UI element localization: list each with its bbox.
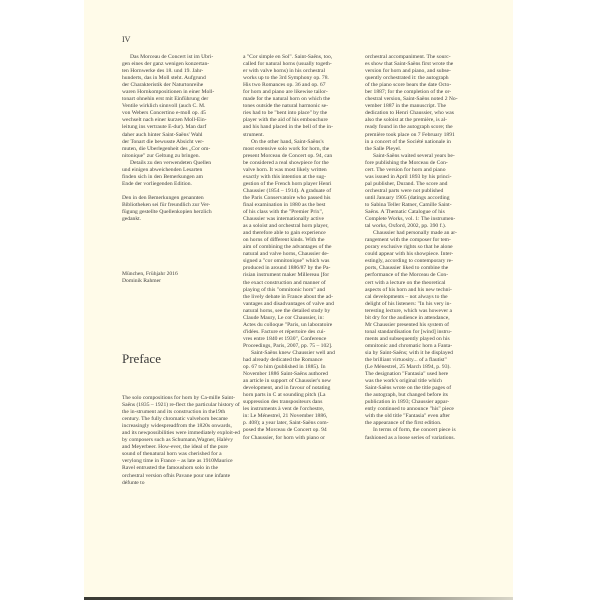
text-line: delight of his listeners: "In his very in- [365, 300, 452, 307]
text-line: the autograph, but changed before its [365, 392, 448, 399]
text-line: the Paris Conservatoire who passed his [243, 194, 331, 201]
text-line: Saint-Saëns wrote on the title pages of [365, 385, 452, 392]
text-line: present Morceau de Concert op. 94, can [243, 152, 333, 159]
text-line: until January 1905 (datings according [365, 194, 450, 201]
text-line: hunderts, das in Moll steht. Aufgrund [122, 75, 206, 82]
text-line: wechselt nach einer kurzen Moll-Ein- [122, 117, 207, 124]
text-line: finden sich in den Bemerkungen am [122, 173, 203, 180]
text-line: der Charakteristik der Naturtonreihe [122, 82, 204, 89]
text-line: version for horn and piano, and subse- [365, 68, 451, 75]
text-line: as a soloist and orchestral horn player, [243, 223, 329, 230]
text-line: ed by composers such as Schumann, [122, 430, 240, 444]
text-line: cert. The version for horn and piano [365, 166, 446, 173]
text-line: vember 1887 in the manuscript. The [365, 103, 446, 110]
text-line: strument and its construction in the [136, 409, 216, 416]
text-line: von Webers Concertino e-moll op. 45 [122, 110, 206, 117]
text-line: performance of the Morceau de Con- [365, 272, 449, 279]
text-line: natural horns, see the detailed study by [243, 307, 331, 314]
text-line: in: Le Ménestrel, 21 November 1886, [243, 413, 328, 420]
text-line: orchestral parts were not published [365, 187, 444, 194]
text-line: works up to the 3rd Symphony op. 78. [243, 75, 329, 82]
text-line: aspects of his horn and his new techni- [365, 286, 452, 293]
signature-author: Dominik Rahmer [122, 278, 161, 285]
text-line: horn solo in the orchestral version of [122, 465, 219, 479]
text-line: Maurice Ravel entrusted the famous [122, 458, 233, 472]
text-line: ber 1887; for the completion of the or- [365, 89, 452, 96]
text-line: ments and subsequently played on his [365, 335, 450, 342]
text-line: his Pavane pour une infante défunte to [122, 472, 231, 486]
text-line: Ventile wirklich sinnvoll (auch C. M. [122, 103, 206, 110]
text-line: long time in France – as late as 1910 [131, 458, 214, 465]
text-line: cert with a lecture on the theoretical [365, 279, 446, 286]
text-line: valve horn. It was most likely written [243, 166, 327, 173]
text-line: und einigen abweichenden Lesarten [122, 166, 203, 173]
text-line: signed a "cor omnitonique" which was [243, 258, 330, 265]
text-line: gen eines der ganz wenigen konzertan- [122, 61, 210, 68]
text-line: Chaussier was internationally active [243, 216, 324, 223]
text-line: flect the particular history of the in- [122, 402, 240, 416]
page-number: IV [122, 35, 131, 44]
text-line: a "Cor simple en Sol". Saint-Saëns, too, [243, 54, 333, 60]
text-line: and therefore able to gain experience [243, 230, 326, 237]
text-line: Chaussier had personally made an ar- [373, 230, 457, 237]
text-line: bit dry for the audience in attendance, [365, 314, 450, 321]
text-line: (Le Ménestrel, 25 March 1894, p. 93). [365, 364, 451, 371]
text-line: p. 408); a year later, Saint-Saëns com- [243, 420, 329, 427]
text-line: On the other hand, Saint-Saëns's [251, 138, 324, 145]
preface-column-1 [122, 395, 240, 487]
text-line: rangement with the composer for tem- [365, 237, 451, 244]
text-line: Saint-Saëns waited several years be- [373, 152, 455, 159]
text-line: vres entre 1840 et 1930", Conference [243, 335, 327, 342]
signature-block [122, 271, 178, 285]
text-line: had already dedicated the Romance [243, 357, 323, 364]
text-line: development, and in favour of notating [243, 385, 331, 392]
text-line: fashioned as a loose series of variations. [365, 434, 455, 441]
text-line: from the 1820s onwards, and its new [122, 423, 232, 437]
text-line: publication in 1893; Chaussier appar- [365, 399, 450, 406]
text-line: chestral version, Saint-Saëns noted 2 No- [365, 96, 458, 103]
text-line: Complete Works, vol. 1: The instrumen- [365, 216, 456, 223]
text-line: ten Hornwerke des 18. und 19. Jahr- [122, 68, 204, 75]
text-line: possibilities were immediately exploit- [147, 430, 235, 437]
text-line: exactly with this intention at the sug- [243, 173, 326, 180]
signature-place-date: München, Frühjahr 2016 [122, 271, 178, 277]
text-line: tal works, Oxford, 2002, pp. 390 f.). [365, 223, 447, 230]
text-line: teresting lecture, which was however a [365, 307, 452, 314]
text-line: er with valve horns) in his orchestral [243, 68, 326, 75]
text-line: Saëns. A Thematic Catalogue of his [365, 209, 445, 216]
text-line: Ende der vorliegenden Edition. [122, 180, 192, 187]
text-line: aim of combining the advantages of the [243, 244, 332, 251]
text-line: cal developments – not always to the [365, 293, 448, 300]
text-line: the appearance of the first edition. [365, 420, 442, 427]
text-line: ently continued to announce "his" piece [365, 406, 454, 413]
text-line: be considered a real showpiece for the [243, 159, 329, 166]
text-line: Saint-Saëns knew Chaussier well and [251, 349, 335, 356]
preface-column-3 [365, 54, 483, 442]
text-line: tonart ohnehin erst mit Einführung der [122, 96, 209, 103]
text-line: ever, the ideal of the pure sound of the [122, 444, 228, 458]
text-line: Proceedings, Paris, 2007, pp. 75 – 102]. [243, 342, 333, 349]
text-line: fore publishing the Morceau de Con- [365, 159, 448, 166]
text-line: es show that Saint-Saëns first wrote the [365, 61, 454, 68]
text-line: fügung gestellte Quellenkopien herzlich [122, 208, 212, 215]
text-line: gestion of the French horn player Henri [243, 180, 332, 187]
text-line: waren Hornkompositionen in einer Moll- [122, 89, 215, 96]
text-line: dedication to Henri Chaussier, who was [365, 110, 454, 117]
preface-heading: Preface [122, 351, 161, 366]
text-line: sia by Saint-Saëns; with it he displayed [365, 349, 453, 356]
text-line: porary exclusive rights so that he alone [365, 244, 453, 251]
text-line: Claude Maury, Le cor Chaussier, in: [243, 314, 324, 321]
text-line: natural horn was cherished for a very [122, 451, 222, 465]
thanks-paragraph [122, 195, 240, 223]
text-line: made for the natural horn on which the [243, 96, 331, 103]
text-line: première took place on 7 February 1891 [365, 131, 455, 138]
text-line: The designation "Fantasia" used here [365, 371, 449, 378]
text-line: Details zu den verwendeten Quellen [130, 159, 212, 166]
text-line: was issued in April 1893 by his princi- [365, 173, 452, 180]
text-line: on horns of different kinds. With the [243, 237, 325, 244]
text-line: the lively debate in France about the ad- [243, 293, 333, 300]
text-line: the brilliant virtuosity... of a flautist" [365, 357, 447, 364]
text-line: The solo compositions for horn by Ca- [122, 395, 209, 401]
text-line: the exact construction and manner of [243, 279, 326, 286]
text-line: called for natural horns (usually togeth- [243, 61, 332, 68]
text-line: estingly, according to contemporary re- [365, 258, 454, 265]
text-line: pal publisher, Durand. The score and [365, 180, 448, 187]
text-line: risian instrument maker Millereau [for [243, 272, 330, 279]
text-line: playing of this "omnitonic horn" and [243, 286, 326, 293]
text-line: muten, die Überlegenheit des „Cor om- [122, 145, 211, 152]
text-line: player with the aid of his embouchure [243, 117, 328, 124]
text-line: quently orchestrated it: the autograph [365, 75, 449, 82]
text-line: omnitonic and chromatic horn a Fanta- [365, 342, 453, 349]
text-line: strument. [243, 131, 264, 138]
text-line: op. 67 to him (published in 1885). In [243, 364, 326, 371]
text-line: d'idées. Facture et répertoire des cui- [243, 328, 326, 335]
text-line: mille Saint-Saëns (1835 – 1921) re- [122, 395, 235, 409]
text-line: gedankt. [122, 216, 142, 223]
text-line: horn parts in C at sounding pitch (La [243, 392, 326, 399]
text-line: tonal standardisation for [wind] instru- [365, 328, 452, 335]
text-line: nitonique" zur Geltung zu bringen. [122, 152, 200, 159]
text-line: of his class with the "Premier Prix", [243, 209, 324, 216]
text-line: der Tonart die bewusste Absicht ver- [122, 138, 204, 145]
german-column [122, 54, 240, 223]
text-line: horn became increasingly widespread [122, 416, 228, 430]
text-line: Mr Chaussier presented his system of [365, 321, 450, 328]
text-line: leitung ins vertraute E-dur). Man darf [122, 124, 207, 131]
text-line: ries had to be "bent into place" by the [243, 110, 328, 117]
text-line: In terms of form, the concert piece is [373, 427, 456, 434]
text-line: suppression des transpositeurs dans [243, 399, 323, 406]
text-line: for horn and piano are likewise tailor- [243, 89, 328, 96]
text-line: daher auch hinter Saint-Saëns' Wahl [122, 131, 203, 138]
text-line: could appear with his showpiece. Inter- [365, 251, 454, 258]
text-line: of the piano score bears the date Octo- [365, 82, 452, 89]
text-line: the Salle Pleyel. [365, 145, 402, 152]
text-line: ready found in the autograph score; the [365, 124, 453, 131]
text-line: for Chaussier, for horn with piano or [243, 434, 325, 441]
text-line: vantages and disadvantages of valve and [243, 300, 334, 307]
text-line: Bibliotheken sei für freundlich zur Ver- [122, 201, 211, 208]
text-line: His two Romances op. 36 and op. 67 [243, 82, 326, 89]
text-line: final examination in 1880 as the best [243, 201, 326, 208]
text-line: November 1886 Saint-Saëns authored [243, 371, 328, 378]
text-line: and his hand placed in the bell of the in- [243, 124, 333, 131]
text-line: Den in den Bemerkungen genannten [122, 194, 204, 201]
text-line: in a concert of the Société nationale in [365, 138, 451, 145]
text-line: an article in support of Chaussier's new [243, 378, 332, 385]
text-line: Chaussier (1854 – 1914). A graduate of [243, 187, 332, 194]
preface-column-2 [243, 54, 361, 442]
text-line: tones outside the natural harmonic se- [243, 103, 328, 110]
text-line: Das Morceau de Concert ist im Übri- [130, 54, 214, 60]
text-line: ports, Chaussier liked to combine the [365, 265, 449, 272]
text-line: Actes du colloque "Paris, un laboratoire [243, 321, 333, 328]
text-line: 19th century. The fully chromatic valve [122, 409, 226, 423]
text-line: most extensive solo work for horn, the [243, 145, 330, 152]
text-line: Wagner, Halévy and Meyerbeer. How- [122, 437, 234, 451]
text-line: orchestral accompaniment. The sourc- [365, 54, 451, 60]
text-line: to Sabina Teller Ratner, Camille Saint- [365, 201, 452, 208]
text-line: produced in around 1886/87 by the Pa- [243, 265, 331, 272]
text-line: was the work's original title which [365, 378, 442, 385]
text-line: also the soloist at the première, is al- [365, 117, 448, 124]
text-line: with the old title "Fantasia" even after [365, 413, 451, 420]
text-line: posed the Morceau de Concert op. 94 [243, 427, 327, 434]
text-line: les instruments à vent de l'orchestre, [243, 406, 325, 413]
text-line: natural and valve horns, Chaussier de- [243, 251, 329, 258]
